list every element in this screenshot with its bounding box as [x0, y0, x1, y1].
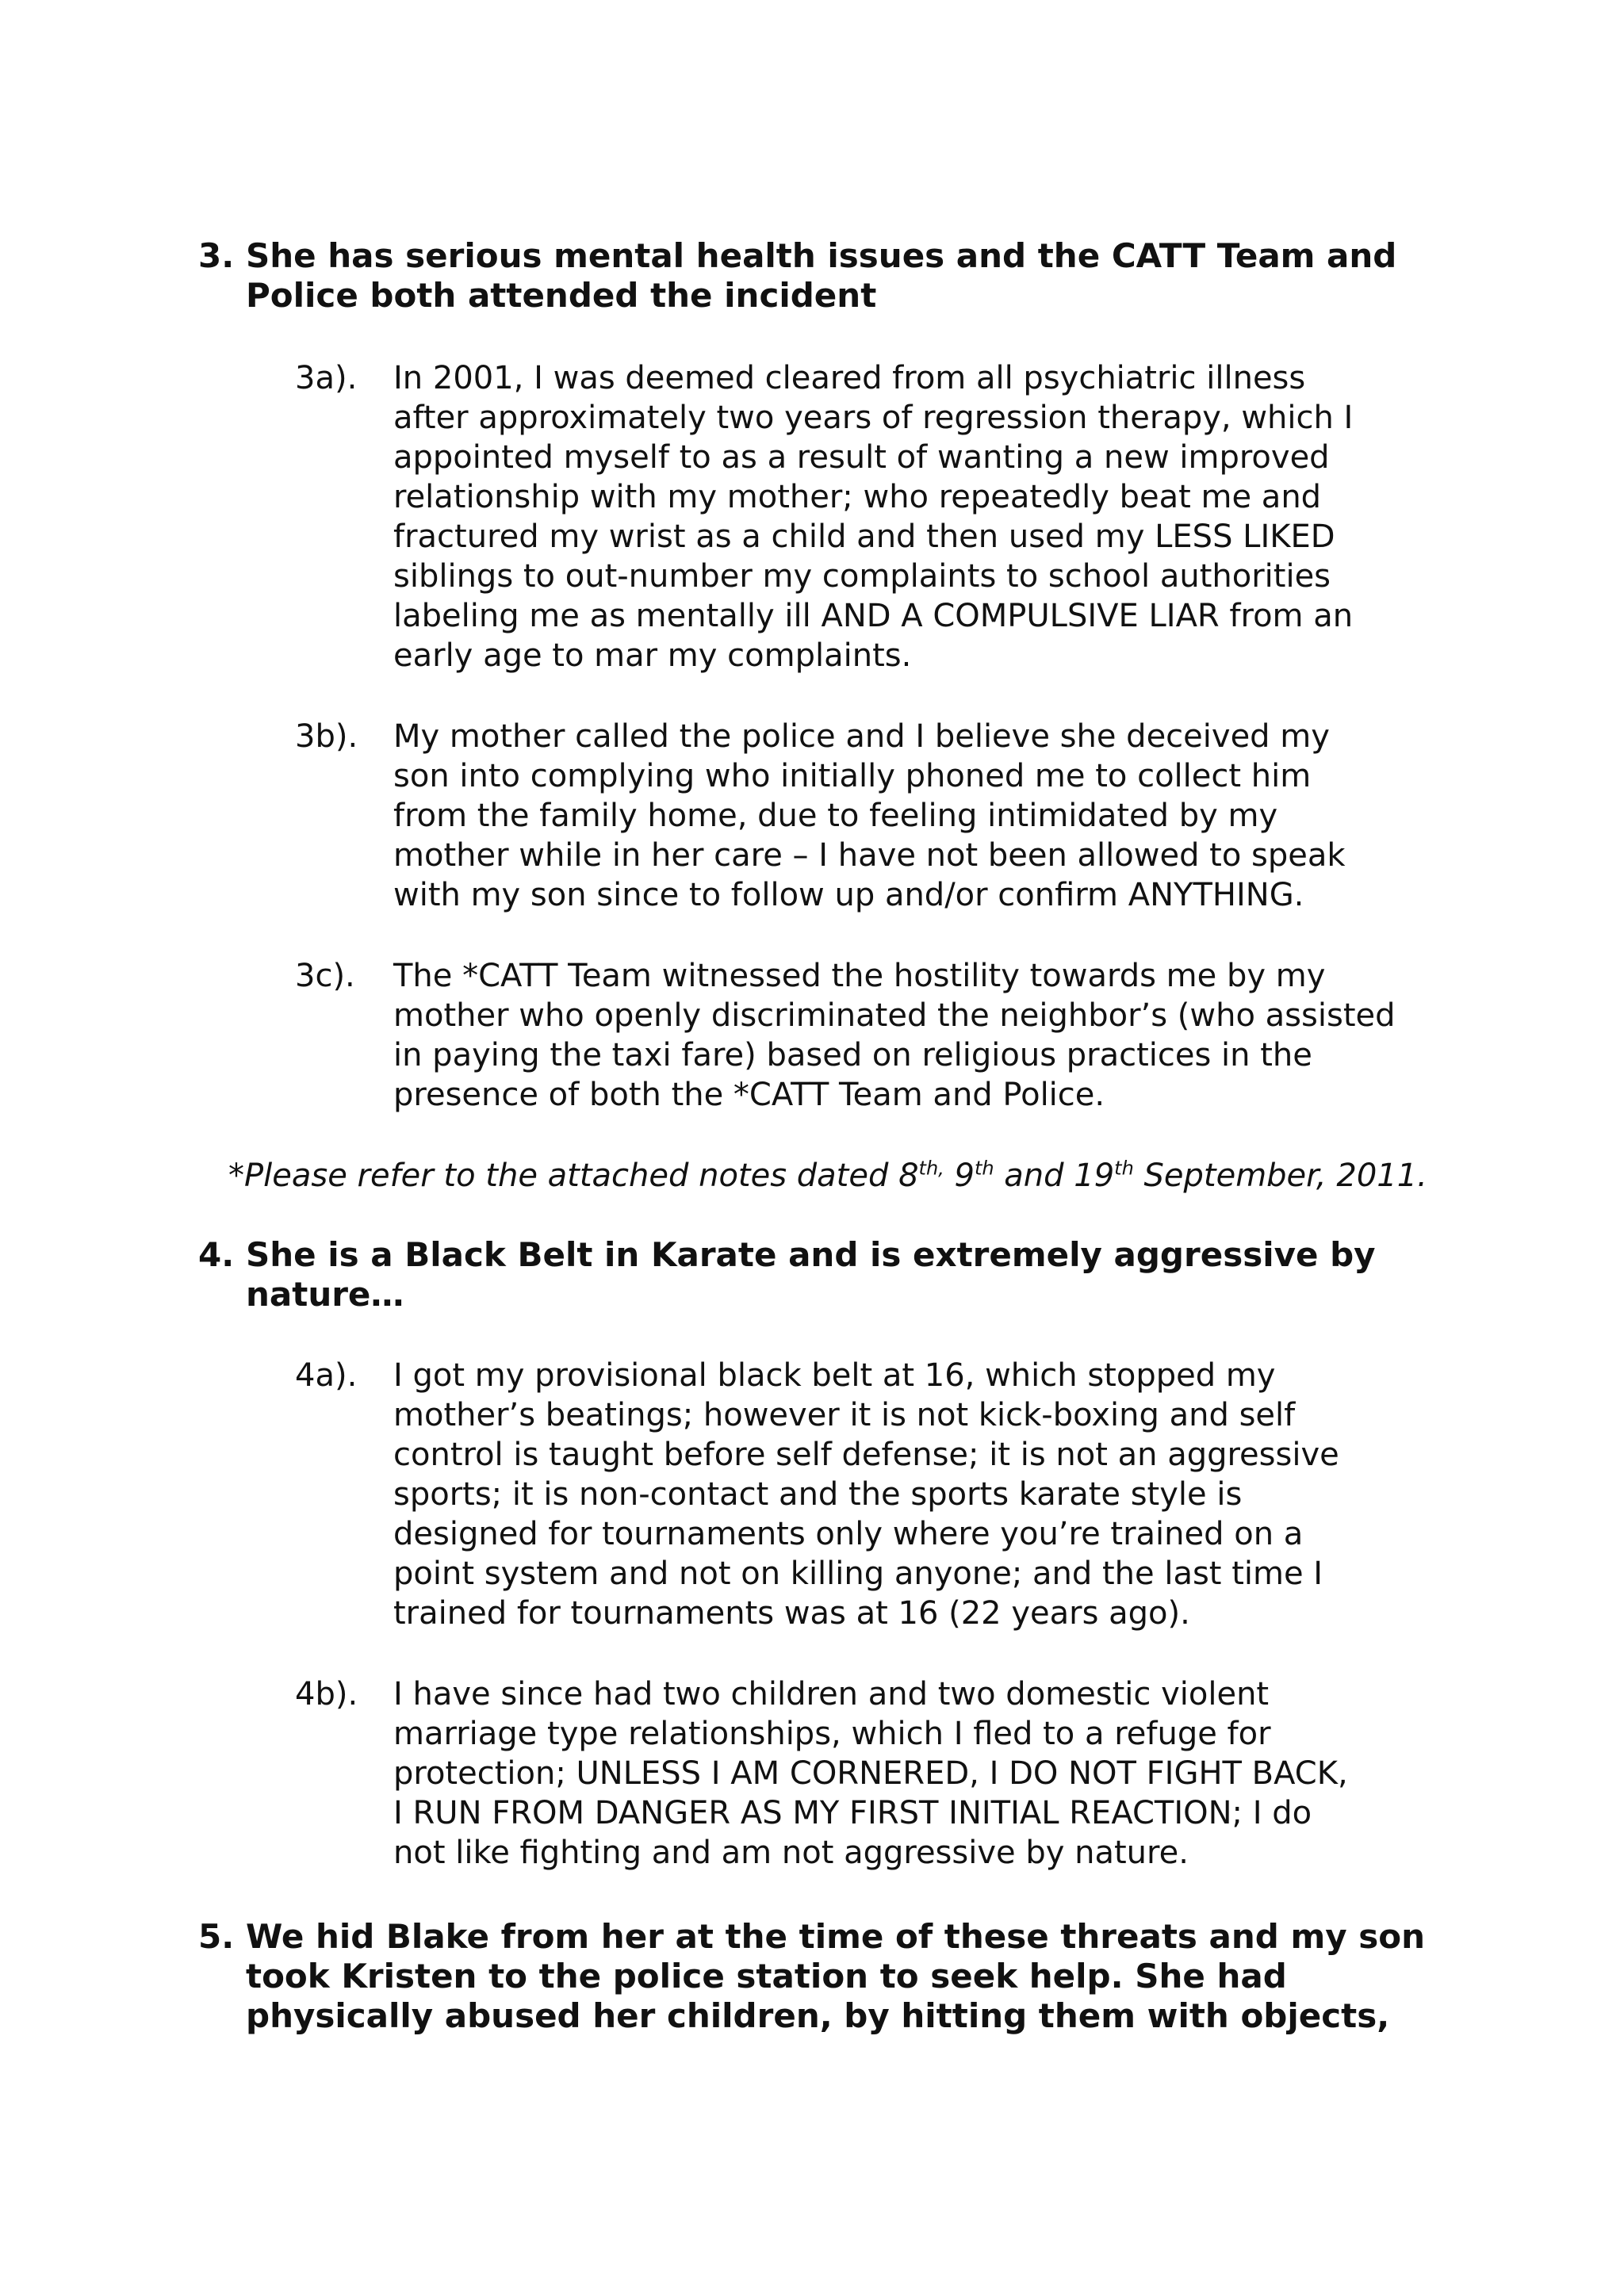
note-superscript: th — [974, 1157, 994, 1180]
subitem-text: I got my provisional black belt at 16, which stopped my mother’s beatings; however it is not kick-boxing and self control is taught before self defense; it is not an aggressive sports; it is non-contact and the sports karate style is designed for tournaments only where you’re trained on a point system and not on killing anyone; and the last time I trained for tournaments was at 16 (22 years ago). — [393, 1357, 1339, 1632]
heading-text: She is a Black Belt in Karate and is extremely aggressive by nature… — [246, 1235, 1376, 1314]
note-superscript: th, — [918, 1157, 944, 1180]
item-number: 4. — [198, 1235, 235, 1274]
heading-text: She has serious mental health issues and the CATT Team and Police both attended the incident — [246, 236, 1397, 315]
note-text: and 19 — [994, 1158, 1115, 1194]
subitem-label: 4a). — [295, 1357, 358, 1394]
subitem-text: My mother called the police and I believe she deceived my son into complying who initially phoned me to collect him from the family home, due to feeling intimidated by my mother while in her care – I have not been allowed to speak with my son since to follow up and/or confirm ANYTHING. — [393, 718, 1346, 913]
item-number: 5. — [198, 1917, 235, 1956]
subitem-label: 3a). — [295, 360, 358, 396]
item-number: 3. — [198, 236, 235, 275]
note-text: September, 2011. — [1133, 1158, 1427, 1194]
heading-text: We hid Blake from her at the time of these threats and my son took Kristen to the police station to seek help. She had physically abused her children, by hitting them with objects, — [246, 1917, 1425, 2035]
subitem-text: I have since had two children and two domestic violent marriage type relationships, which I fled to a refuge for protection; UNLESS I AM CORNERED, I DO NOT FIGHT BACK, I RUN FROM DANGER AS MY FIRST INITIAL REACTION; I do not like fighting and am not aggressive by nature. — [393, 1676, 1348, 1871]
note-text: *Please refer to the attached notes dated 8 — [228, 1158, 919, 1194]
subitem-text: The *CATT Team witnessed the hostility towards me by my mother who openly discriminated the neighbor’s (who assisted in paying the taxi fare) based on religious practices in the presence of both the *CATT Team and Police. — [393, 958, 1396, 1113]
subitem-label: 3b). — [295, 718, 358, 755]
subitem-label: 3c). — [295, 958, 355, 994]
note-superscript: th — [1114, 1157, 1134, 1180]
subitem-label: 4b). — [295, 1676, 358, 1712]
item-4-heading — [198, 1235, 1451, 1314]
item-5-heading — [198, 1917, 1451, 2036]
attached-notes-reference — [228, 1156, 1465, 1196]
note-text: 9 — [944, 1158, 975, 1194]
subitem-text: In 2001, I was deemed cleared from all psychiatric illness after approximately two years of regression therapy, which I appointed myself to as a result of wanting a new improved relationship with my mother; who repeatedly beat me and fractured my wrist as a child and then used my LESS LIKED siblings to out-number my complaints to school authorities labeling me as mentally ill AND A COMPULSIVE LIAR from an early age to mar my complaints. — [393, 360, 1354, 674]
item-3-heading — [198, 236, 1451, 316]
